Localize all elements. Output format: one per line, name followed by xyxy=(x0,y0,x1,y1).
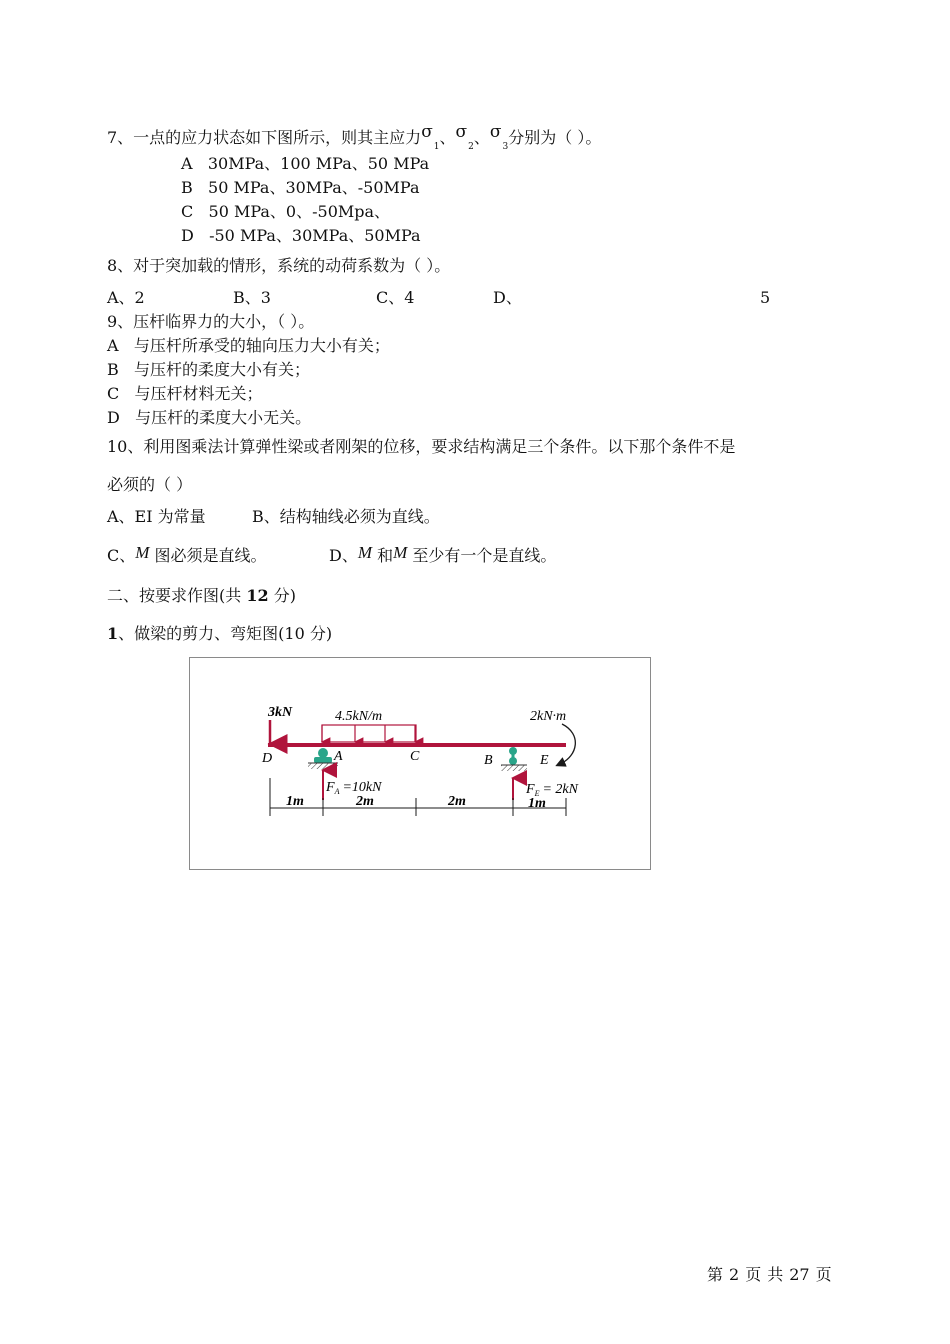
option-letter: A xyxy=(181,154,193,173)
option-text: -50 MPa、30MPa、50MPa xyxy=(209,226,421,245)
and-text: 和 xyxy=(377,546,394,565)
label-a: A xyxy=(334,749,343,764)
dist-load-box xyxy=(322,725,416,742)
option-d-prefix: D、 xyxy=(329,546,358,565)
q9-option-c xyxy=(107,384,263,404)
point-load-label: 3kN xyxy=(268,705,293,720)
q7-sep-1: 、 xyxy=(439,128,456,147)
q8-option-b: B、3 xyxy=(233,288,271,307)
dimension-label: 2m xyxy=(356,794,374,809)
q7-option-d xyxy=(181,226,421,246)
sigma-2-sub: 2 xyxy=(468,142,474,152)
section-title-pre: 二、按要求作图(共 xyxy=(107,586,247,605)
q9-option-d xyxy=(107,408,311,428)
q10-stem-line1: 10、利用图乘法计算弹性梁或者刚架的位移，要求结构满足三个条件。以下那个条件不是 xyxy=(107,437,736,456)
dimension-label: 2m xyxy=(448,794,466,809)
q9-option-b xyxy=(107,360,310,380)
footer-page-number: 2 xyxy=(729,1265,740,1284)
label-b: B xyxy=(484,753,493,768)
sigma-3-sub: 3 xyxy=(502,142,509,152)
section-2-title xyxy=(107,586,296,606)
option-text: 50 MPa、0、-50Mpa、 xyxy=(208,202,391,221)
q10-option-b: B、结构轴线必须为直线。 xyxy=(252,507,440,526)
q7-sep-2: 、 xyxy=(473,128,490,147)
q7-option-c xyxy=(181,202,390,222)
support-b-ground xyxy=(501,765,527,771)
beam xyxy=(268,743,566,747)
reaction-a-sub: A xyxy=(334,787,340,796)
dimension-label: 1m xyxy=(286,794,304,809)
moment-label: 2kN·m xyxy=(530,709,567,724)
option-letter: B xyxy=(107,360,119,379)
option-text: 与压杆所承受的轴向压力大小有关； xyxy=(133,336,390,355)
q8-option-c: C、4 xyxy=(376,288,415,307)
option-letter: C xyxy=(107,384,120,403)
option-d-suffix: 至少有一个是直线。 xyxy=(412,546,557,565)
q10-option-a: A、EI 为常量 xyxy=(107,507,206,526)
option-text: 与压杆的柔度大小无关。 xyxy=(135,408,312,427)
support-b-bottom xyxy=(509,757,517,765)
q9-stem: 9、压杆临界力的大小，（ ）。 xyxy=(107,312,315,331)
sigma-2: σ xyxy=(455,122,468,142)
label-d: D xyxy=(262,751,273,766)
q7-option-b xyxy=(181,178,420,198)
support-a-pin xyxy=(318,748,328,758)
task-text: 、做梁的剪力、弯矩图(10 分) xyxy=(118,624,333,643)
option-text: 与压杆的柔度大小有关； xyxy=(134,360,311,379)
footer-total-pages: 27 xyxy=(789,1265,810,1284)
footer-gong: 共 xyxy=(767,1265,784,1284)
label-c: C xyxy=(410,749,420,764)
task-1-title xyxy=(107,624,332,644)
reaction-b-main: F xyxy=(526,782,535,797)
q8-option-d-value: 5 xyxy=(760,288,771,307)
section-title-post: 分) xyxy=(268,586,296,605)
option-letter: B xyxy=(181,178,193,197)
m-symbol: M xyxy=(135,543,150,562)
option-letter: D xyxy=(181,226,194,245)
option-text: 与压杆材料无关； xyxy=(134,384,263,403)
option-letter: A xyxy=(107,336,119,355)
m-symbol: M xyxy=(357,543,373,562)
option-c-prefix: C、 xyxy=(107,546,136,565)
sigma-1-sub: 1 xyxy=(433,142,440,152)
support-a-base xyxy=(314,757,332,763)
reaction-a-main: F xyxy=(326,780,335,795)
q10-option-d xyxy=(329,543,557,566)
footer-ye: 页 xyxy=(745,1265,762,1284)
beam-figure xyxy=(189,657,651,870)
footer-ye: 页 xyxy=(815,1265,832,1284)
beam-diagram xyxy=(190,658,650,869)
option-letter: C xyxy=(181,202,194,221)
q10-stem-line2: 必须的（ ） xyxy=(107,475,193,494)
reaction-a-value: =10kN xyxy=(342,780,382,795)
sigma-1: σ xyxy=(421,122,433,142)
section-title-num: 12 xyxy=(246,586,269,605)
option-c-suffix: 图必须是直线。 xyxy=(154,546,267,565)
sigma-3: σ xyxy=(489,122,502,142)
footer-di: 第 xyxy=(707,1265,724,1284)
label-e: E xyxy=(540,753,549,768)
dist-load-label: 4.5kN/m xyxy=(335,709,383,724)
option-text: 30MPa、100 MPa、50 MPa xyxy=(207,154,430,173)
q8-stem: 8、对于突加载的情形，系统的动荷系数为（ ）。 xyxy=(107,256,451,275)
dimension-label: 1m xyxy=(528,796,546,811)
task-num: 1 xyxy=(107,624,119,643)
q7-suffix: 分别为（ ）。 xyxy=(508,128,602,147)
reaction-b-value: = 2kN xyxy=(542,782,578,797)
q7-stem xyxy=(107,122,602,152)
option-text: 50 MPa、30MPa、-50MPa xyxy=(208,178,420,197)
q9-option-a xyxy=(107,336,390,356)
q10-option-c xyxy=(107,543,267,566)
q7-option-a xyxy=(181,154,429,174)
q7-prefix: 7、一点的应力状态如下图所示，则其主应力 xyxy=(107,128,422,147)
reaction-b-sub: E xyxy=(534,789,540,798)
q8-option-a: A、2 xyxy=(107,288,145,307)
option-letter: D xyxy=(107,408,120,427)
q8-option-d: D、 xyxy=(493,288,522,307)
page-footer xyxy=(707,1262,838,1285)
m-bar-symbol: M xyxy=(393,543,408,562)
